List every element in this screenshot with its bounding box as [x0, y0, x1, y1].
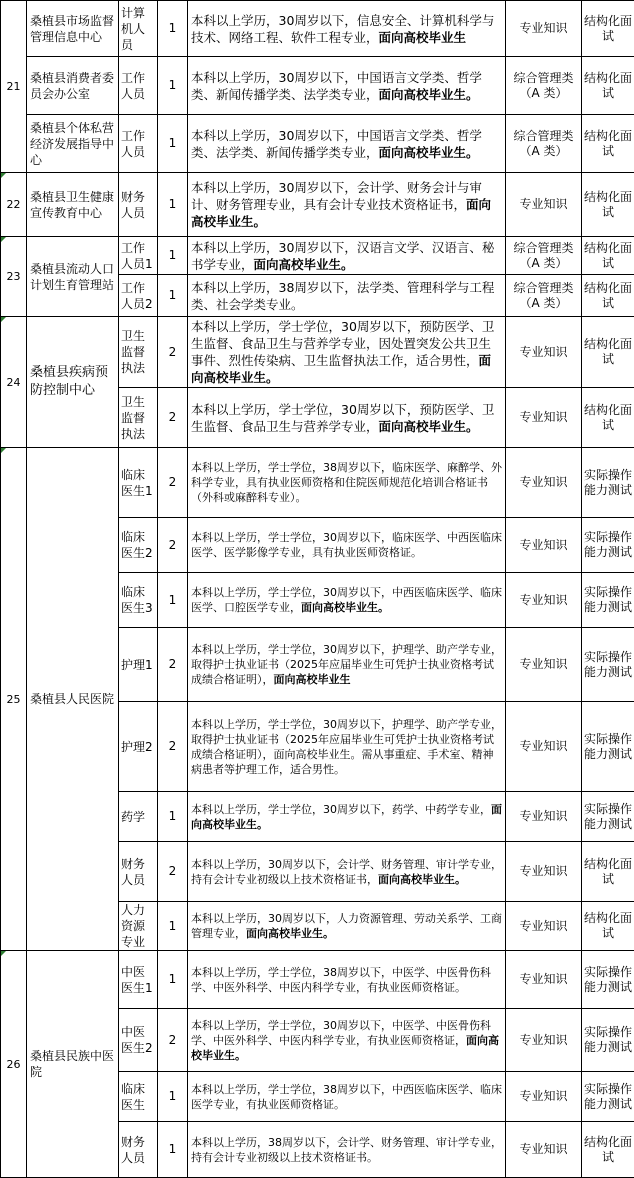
- headcount: 2: [158, 448, 188, 518]
- position-name: 临床医生2: [119, 518, 158, 573]
- requirements: 本科以上学历，学士学位，30周岁以下，护理学、助产学专业，取得护士执业证书（2025年应届毕业生可凭护士执业资格考试成绩合格证明），面向高校毕业生。需从事重症、手术室、精神病患者等护理工作，适合男性。: [188, 702, 506, 792]
- requirements: 本科以上学历，学士学位，30周岁以下，护理学、助产学专业，取得护士执业证书（2025年应届毕业生可凭护士执业资格考试成绩合格证明），面向高校毕业生: [188, 628, 506, 702]
- interview-type: 实际操作能力测试: [582, 518, 634, 573]
- position-name: 护理2: [119, 702, 158, 792]
- requirements: 本科以上学历，学士学位，38周岁以下，中医学、中医骨伤科学、中医外科学、中医内科学专业，有执业医师资格证。: [188, 951, 506, 1009]
- exam-category: 专业知识: [506, 317, 582, 388]
- requirements: 本科以上学历，学士学位，38周岁以下，中西医临床医学、临床医学专业，有执业医师资格证。: [188, 1072, 506, 1122]
- position-name: 工作人员1: [119, 237, 158, 275]
- position-name: 工作人员: [119, 57, 158, 115]
- unit-name: 桑植县卫生健康宣传教育中心: [27, 173, 119, 237]
- row-number: 24: [1, 317, 27, 448]
- position-name: 中医医生1: [119, 951, 158, 1009]
- requirements: 本科以上学历，30周岁以下，信息安全、计算机科学与技术、网络工程、软件工程专业，面向高校毕业生: [188, 1, 506, 57]
- interview-type: 实际操作能力测试: [582, 573, 634, 628]
- row-number: 23: [1, 237, 27, 317]
- table-row: [1, 951, 634, 1009]
- unit-name: 桑植县消费者委员会办公室: [27, 57, 119, 115]
- headcount: 1: [158, 951, 188, 1009]
- interview-type: 结构化面试: [582, 237, 634, 275]
- interview-type: 实际操作能力测试: [582, 1072, 634, 1122]
- headcount: 1: [158, 173, 188, 237]
- interview-type: 结构化面试: [582, 902, 634, 951]
- headcount: 1: [158, 1072, 188, 1122]
- exam-category: 综合管理类（A 类）: [506, 57, 582, 115]
- position-name: 计算机人员: [119, 1, 158, 57]
- headcount: 1: [158, 902, 188, 951]
- exam-category: 综合管理类（A 类）: [506, 115, 582, 173]
- interview-type: 结构化面试: [582, 57, 634, 115]
- headcount: 2: [158, 702, 188, 792]
- exam-category: 专业知识: [506, 1072, 582, 1122]
- position-name: 临床医生3: [119, 573, 158, 628]
- position-name: 药学: [119, 792, 158, 842]
- requirements: 本科以上学历，学士学位，38周岁以下，临床医学、麻醉学、外科学专业，具有执业医师资格和住院医师规范化培训合格证书（外科或麻醉科专业）。: [188, 448, 506, 518]
- position-name: 工作人员: [119, 115, 158, 173]
- headcount: 2: [158, 518, 188, 573]
- exam-category: 专业知识: [506, 702, 582, 792]
- interview-type: 实际操作能力测试: [582, 951, 634, 1009]
- unit-name: 桑植县个体私营经济发展指导中心: [27, 115, 119, 173]
- table-row: [1, 57, 634, 115]
- position-name: 卫生监督执法: [119, 388, 158, 448]
- headcount: 1: [158, 1, 188, 57]
- exam-category: 专业知识: [506, 1, 582, 57]
- interview-type: 实际操作能力测试: [582, 792, 634, 842]
- headcount: 2: [158, 628, 188, 702]
- headcount: 1: [158, 275, 188, 317]
- requirements: 本科以上学历，38周岁以下，法学类、管理科学与工程类、社会学类专业。: [188, 275, 506, 317]
- headcount: 1: [158, 115, 188, 173]
- headcount: 2: [158, 842, 188, 902]
- headcount: 1: [158, 237, 188, 275]
- table-row: [1, 173, 634, 237]
- exam-category: 专业知识: [506, 448, 582, 518]
- exam-category: 专业知识: [506, 573, 582, 628]
- table-row: [1, 115, 634, 173]
- unit-name: 桑植县人民医院: [27, 448, 119, 951]
- headcount: 1: [158, 573, 188, 628]
- headcount: 1: [158, 792, 188, 842]
- position-name: 财务人员: [119, 173, 158, 237]
- interview-type: 结构化面试: [582, 1122, 634, 1178]
- headcount: 2: [158, 1009, 188, 1072]
- interview-type: 结构化面试: [582, 388, 634, 448]
- requirements: 本科以上学历，学士学位，30周岁以下，预防医学、卫生监督、食品卫生与营养学专业，因处置突发公共卫生事件、烈性传染病、卫生监督执法工作，适合男性，面向高校毕业生。: [188, 317, 506, 388]
- position-name: 财务人员: [119, 842, 158, 902]
- position-name: 护理1: [119, 628, 158, 702]
- unit-name: 桑植县疾病预防控制中心: [27, 317, 119, 448]
- requirements: 本科以上学历，38周岁以下，会计学、财务管理、审计学专业，持有会计专业初级以上技术资格证书。: [188, 1122, 506, 1178]
- exam-category: 专业知识: [506, 1122, 582, 1178]
- interview-type: 实际操作能力测试: [582, 702, 634, 792]
- requirements: 本科以上学历，30周岁以下，人力资源管理、劳动关系学、工商管理专业，面向高校毕业生。: [188, 902, 506, 951]
- requirements: 本科以上学历，学士学位，30周岁以下，中西医临床医学、临床医学、口腔医学专业，面向高校毕业生。: [188, 573, 506, 628]
- row-number: 21: [1, 1, 27, 173]
- interview-type: 实际操作能力测试: [582, 628, 634, 702]
- exam-category: 专业知识: [506, 173, 582, 237]
- headcount: 1: [158, 1122, 188, 1178]
- table-row: [1, 317, 634, 388]
- headcount: 2: [158, 317, 188, 388]
- position-name: 中医医生2: [119, 1009, 158, 1072]
- requirements: 本科以上学历，30周岁以下，会计学、财务会计与审计、财务管理专业，具有会计专业技术资格证书，面向高校毕业生。: [188, 173, 506, 237]
- interview-type: 实际操作能力测试: [582, 448, 634, 518]
- exam-category: 专业知识: [506, 518, 582, 573]
- interview-type: 结构化面试: [582, 173, 634, 237]
- unit-name: 桑植县市场监督管理信息中心: [27, 1, 119, 57]
- position-name: 临床医生1: [119, 448, 158, 518]
- exam-category: 综合管理类（A 类）: [506, 275, 582, 317]
- interview-type: 实际操作能力测试: [582, 1009, 634, 1072]
- row-number: 25: [1, 448, 27, 951]
- requirements: 本科以上学历，30周岁以下，会计学、财务管理、审计学专业，持有会计专业初级以上技术资格证书，面向高校毕业生。: [188, 842, 506, 902]
- interview-type: 结构化面试: [582, 115, 634, 173]
- unit-name: 桑植县流动人口计划生育管理站: [27, 237, 119, 317]
- requirements: 本科以上学历，学士学位，30周岁以下，预防医学、卫生监督、食品卫生与营养学专业，面向高校毕业生。: [188, 388, 506, 448]
- exam-category: 专业知识: [506, 388, 582, 448]
- exam-category: 专业知识: [506, 792, 582, 842]
- row-number: 26: [1, 951, 27, 1178]
- position-name: 工作人员2: [119, 275, 158, 317]
- exam-category: 专业知识: [506, 902, 582, 951]
- exam-category: 专业知识: [506, 842, 582, 902]
- requirements: 本科以上学历，学士学位，30周岁以下，中医学、中医骨伤科学、中医外科学、中医内科学专业，有执业医师资格证，面向高校毕业生。: [188, 1009, 506, 1072]
- requirements: 本科以上学历，学士学位，30周岁以下，临床医学、中西医临床医学、医学影像学专业，具有执业医师资格证。: [188, 518, 506, 573]
- position-name: 卫生监督执法: [119, 317, 158, 388]
- exam-category: 专业知识: [506, 951, 582, 1009]
- requirements: 本科以上学历，30周岁以下，汉语言文学、汉语言、秘书学专业，面向高校毕业生。: [188, 237, 506, 275]
- exam-category: 专业知识: [506, 1009, 582, 1072]
- position-name: 财务人员: [119, 1122, 158, 1178]
- exam-category: 综合管理类（A 类）: [506, 237, 582, 275]
- requirements: 本科以上学历，30周岁以下，中国语言文学类、哲学类、新闻传播学类、法学类专业，面向高校毕业生。: [188, 57, 506, 115]
- interview-type: 结构化面试: [582, 842, 634, 902]
- table-row: [1, 237, 634, 275]
- exam-category: 专业知识: [506, 628, 582, 702]
- interview-type: 结构化面试: [582, 275, 634, 317]
- interview-type: 结构化面试: [582, 1, 634, 57]
- interview-type: 结构化面试: [582, 317, 634, 388]
- unit-name: 桑植县民族中医院: [27, 951, 119, 1178]
- requirements: 本科以上学历，30周岁以下，中国语言文学类、哲学类、法学类、新闻传播学类专业，面向高校毕业生。: [188, 115, 506, 173]
- table-row: [1, 1, 634, 57]
- row-number: 22: [1, 173, 27, 237]
- position-name: 人力资源专业: [119, 902, 158, 951]
- headcount: 1: [158, 57, 188, 115]
- position-name: 临床医生: [119, 1072, 158, 1122]
- table-row: [1, 448, 634, 518]
- requirements: 本科以上学历，学士学位，30周岁以下，药学、中药学专业，面向高校毕业生。: [188, 792, 506, 842]
- headcount: 2: [158, 388, 188, 448]
